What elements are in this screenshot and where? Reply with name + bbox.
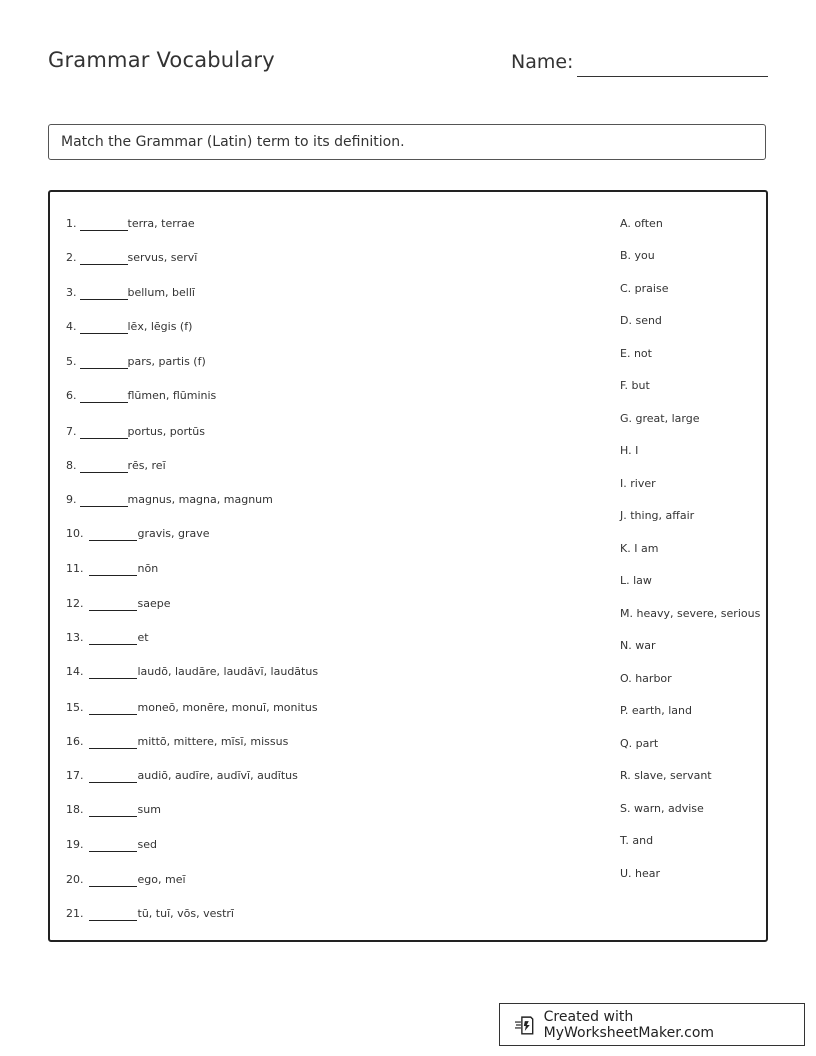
term-number: 6. bbox=[66, 389, 77, 402]
term-row bbox=[66, 701, 318, 717]
term-text: portus, portūs bbox=[127, 425, 205, 438]
term-text: flūmen, flūminis bbox=[127, 389, 217, 402]
definition-item: F. but bbox=[620, 379, 650, 392]
definition-item: N. war bbox=[620, 639, 656, 652]
definition-item: M. heavy, severe, serious bbox=[620, 607, 761, 620]
term-row bbox=[66, 907, 234, 923]
definition-item: L. law bbox=[620, 574, 652, 587]
term-number: 5. bbox=[66, 355, 77, 368]
term-number: 21. bbox=[66, 907, 84, 920]
term-row bbox=[66, 355, 206, 371]
instructions-box bbox=[48, 124, 766, 160]
answer-blank[interactable] bbox=[80, 218, 128, 231]
term-row bbox=[66, 527, 210, 543]
term-number: 15. bbox=[66, 701, 84, 714]
term-text: moneō, monēre, monuī, monitus bbox=[137, 701, 318, 714]
term-number: 14. bbox=[66, 665, 84, 678]
term-number: 17. bbox=[66, 769, 84, 782]
definition-item: Q. part bbox=[620, 737, 659, 750]
term-row bbox=[66, 803, 161, 819]
answer-blank[interactable] bbox=[89, 632, 137, 645]
term-text: tū, tuī, vōs, vestrī bbox=[137, 907, 234, 920]
answer-blank[interactable] bbox=[89, 736, 137, 749]
term-row bbox=[66, 217, 195, 233]
term-text: rēs, reī bbox=[127, 459, 166, 472]
answer-blank[interactable] bbox=[80, 494, 128, 507]
definition-item: G. great, large bbox=[620, 412, 700, 425]
definition-item: J. thing, affair bbox=[620, 509, 695, 522]
term-row bbox=[66, 425, 205, 441]
term-text: mittō, mittere, mīsī, missus bbox=[137, 735, 289, 748]
definition-item: P. earth, land bbox=[620, 704, 692, 717]
instructions-text: Match the Grammar (Latin) term to its definition. bbox=[61, 134, 405, 150]
term-row bbox=[66, 631, 149, 647]
term-text: nōn bbox=[137, 562, 159, 575]
term-text: audiō, audīre, audīvī, audītus bbox=[137, 769, 298, 782]
term-text: gravis, grave bbox=[137, 527, 210, 540]
definition-item: T. and bbox=[620, 834, 654, 847]
answer-blank[interactable] bbox=[89, 563, 137, 576]
term-number: 16. bbox=[66, 735, 84, 748]
answer-blank[interactable] bbox=[80, 426, 128, 439]
term-number: 4. bbox=[66, 320, 77, 333]
term-number: 19. bbox=[66, 838, 84, 851]
term-number: 13. bbox=[66, 631, 84, 644]
answer-blank[interactable] bbox=[89, 702, 137, 715]
term-text: laudō, laudāre, laudāvī, laudātus bbox=[137, 665, 319, 678]
page-title: Grammar Vocabulary bbox=[48, 48, 275, 72]
term-row bbox=[66, 838, 157, 854]
term-row bbox=[66, 493, 273, 509]
definition-item: O. harbor bbox=[620, 672, 672, 685]
definition-item: B. you bbox=[620, 249, 655, 262]
definition-item: C. praise bbox=[620, 282, 669, 295]
answer-blank[interactable] bbox=[89, 908, 137, 921]
term-text: ego, meī bbox=[137, 873, 186, 886]
term-number: 10. bbox=[66, 527, 84, 540]
answer-blank[interactable] bbox=[80, 287, 128, 300]
term-row bbox=[66, 562, 158, 578]
term-number: 11. bbox=[66, 562, 84, 575]
answer-blank[interactable] bbox=[80, 356, 128, 369]
term-number: 2. bbox=[66, 251, 77, 264]
term-row bbox=[66, 873, 186, 889]
answer-blank[interactable] bbox=[89, 528, 137, 541]
answer-blank[interactable] bbox=[80, 460, 128, 473]
definition-item: R. slave, servant bbox=[620, 769, 712, 782]
term-text: servus, servī bbox=[127, 251, 198, 264]
answer-blank[interactable] bbox=[89, 598, 137, 611]
answer-blank[interactable] bbox=[89, 839, 137, 852]
term-row bbox=[66, 769, 298, 785]
term-text: bellum, bellī bbox=[127, 286, 195, 299]
footer-text: Created with MyWorksheetMaker.com bbox=[543, 1008, 715, 1041]
definition-item: S. warn, advise bbox=[620, 802, 704, 815]
name-field-line[interactable] bbox=[577, 76, 768, 77]
term-number: 9. bbox=[66, 493, 77, 506]
definition-item: K. I am bbox=[620, 542, 659, 555]
term-number: 7. bbox=[66, 425, 77, 438]
term-number: 1. bbox=[66, 217, 77, 230]
term-row bbox=[66, 735, 288, 751]
answer-blank[interactable] bbox=[89, 874, 137, 887]
definition-item: E. not bbox=[620, 347, 652, 360]
term-row bbox=[66, 320, 192, 336]
answer-blank[interactable] bbox=[89, 804, 137, 817]
answer-blank[interactable] bbox=[80, 321, 128, 334]
answer-blank[interactable] bbox=[89, 770, 137, 783]
definition-item: I. river bbox=[620, 477, 656, 490]
term-number: 18. bbox=[66, 803, 84, 816]
term-number: 12. bbox=[66, 597, 84, 610]
term-text: magnus, magna, magnum bbox=[127, 493, 273, 506]
answer-blank[interactable] bbox=[89, 666, 137, 679]
term-text: terra, terrae bbox=[127, 217, 195, 230]
definition-item: U. hear bbox=[620, 867, 661, 880]
definition-item: H. I bbox=[620, 444, 639, 457]
answer-blank[interactable] bbox=[80, 252, 128, 265]
term-row bbox=[66, 286, 195, 302]
term-number: 8. bbox=[66, 459, 77, 472]
term-number: 20. bbox=[66, 873, 84, 886]
term-text: pars, partis (f) bbox=[127, 355, 206, 368]
term-text: sum bbox=[137, 803, 161, 816]
term-row bbox=[66, 251, 197, 267]
term-row bbox=[66, 389, 216, 405]
term-text: lēx, lēgis (f) bbox=[127, 320, 193, 333]
term-row bbox=[66, 665, 318, 681]
answer-blank[interactable] bbox=[80, 390, 128, 403]
definition-item: D. send bbox=[620, 314, 662, 327]
term-row bbox=[66, 597, 171, 613]
name-label: Name: bbox=[511, 51, 574, 73]
term-text: sed bbox=[137, 838, 157, 851]
definition-item: A. often bbox=[620, 217, 663, 230]
worksheet-maker-logo-icon bbox=[514, 1014, 536, 1036]
footer-badge[interactable] bbox=[499, 1003, 805, 1046]
term-number: 3. bbox=[66, 286, 77, 299]
term-row bbox=[66, 459, 166, 475]
term-text: et bbox=[137, 631, 149, 644]
term-text: saepe bbox=[137, 597, 171, 610]
